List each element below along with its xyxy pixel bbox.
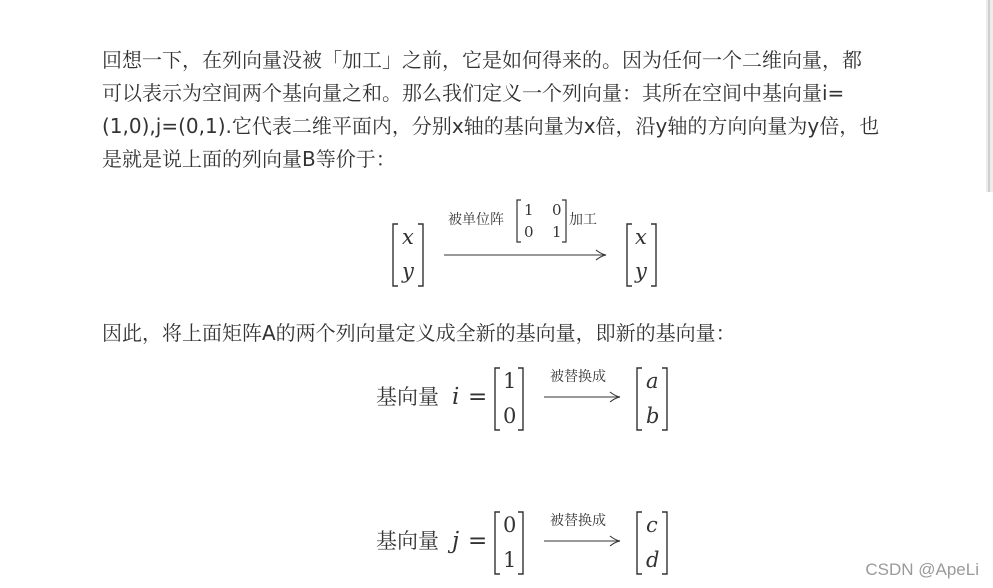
identity-matrix: [517, 200, 566, 242]
output-vector: [627, 224, 656, 286]
matrix-cell: 1: [524, 201, 534, 219]
basis-i-formula: [370, 362, 680, 438]
vector-entry: c: [646, 513, 658, 537]
arrow-label: 被替换成: [550, 513, 606, 529]
matrix-cell: 1: [552, 223, 562, 241]
basis-variable-i: i: [452, 384, 460, 410]
paragraph-line: (1,0),j=(0,1).它代表二维平面内，分别x轴的基向量为x倍，沿y轴的方向向量为y倍，也: [102, 114, 880, 138]
vector-entry: b: [646, 404, 660, 428]
right-arrow-icon: [544, 536, 620, 546]
identity-transform-formula: [380, 192, 680, 292]
second-paragraph: [102, 317, 952, 350]
matrix-cell: 0: [524, 223, 534, 241]
vector-entry: 1: [503, 548, 517, 572]
paragraph-line: 因此，将上面矩阵A的两个列向量定义成全新的基向量，即新的基向量：: [102, 321, 736, 345]
matrix-cell: 0: [552, 201, 562, 219]
replacement-vector: [637, 512, 667, 574]
paragraph-line: 是就是说上面的列向量B等价于：: [102, 147, 396, 171]
vector-entry: 0: [503, 404, 517, 428]
intro-paragraph: [102, 44, 952, 176]
vector-entry: a: [646, 369, 659, 393]
input-x: x: [402, 225, 414, 249]
arrow-label: 被替换成: [550, 369, 606, 385]
equals-sign: =: [468, 384, 488, 410]
basis-j-formula: [370, 506, 680, 582]
replacement-vector: [637, 368, 667, 430]
paragraph-line: 回想一下，在列向量没被「加工」之前，它是如何得来的。因为任何一个二维向量，都: [102, 48, 862, 72]
unit-vector: [495, 512, 523, 574]
vector-entry: 0: [503, 513, 517, 537]
equals-sign: =: [468, 528, 488, 554]
vector-entry: 1: [503, 369, 517, 393]
basis-label: 基向量: [376, 385, 439, 409]
unit-vector: [495, 368, 523, 430]
input-vector: [393, 224, 423, 286]
paragraph-line: 可以表示为空间两个基向量之和。那么我们定义一个列向量：其所在空间中基向量i=: [102, 81, 845, 105]
output-y: y: [635, 259, 647, 283]
arrow-label-suffix: 加工: [569, 212, 597, 228]
basis-variable-j: j: [452, 528, 460, 554]
output-x: x: [635, 225, 647, 249]
right-arrow-icon: [544, 392, 620, 402]
input-y: y: [402, 259, 414, 283]
vector-entry: d: [646, 548, 660, 572]
right-arrow-icon: [444, 250, 606, 260]
basis-label: 基向量: [376, 529, 439, 553]
arrow-label-prefix: 被单位阵: [448, 212, 504, 228]
csdn-watermark: CSDN @ApeLi: [865, 560, 979, 579]
scrollbar-thumb[interactable]: [988, 0, 990, 192]
